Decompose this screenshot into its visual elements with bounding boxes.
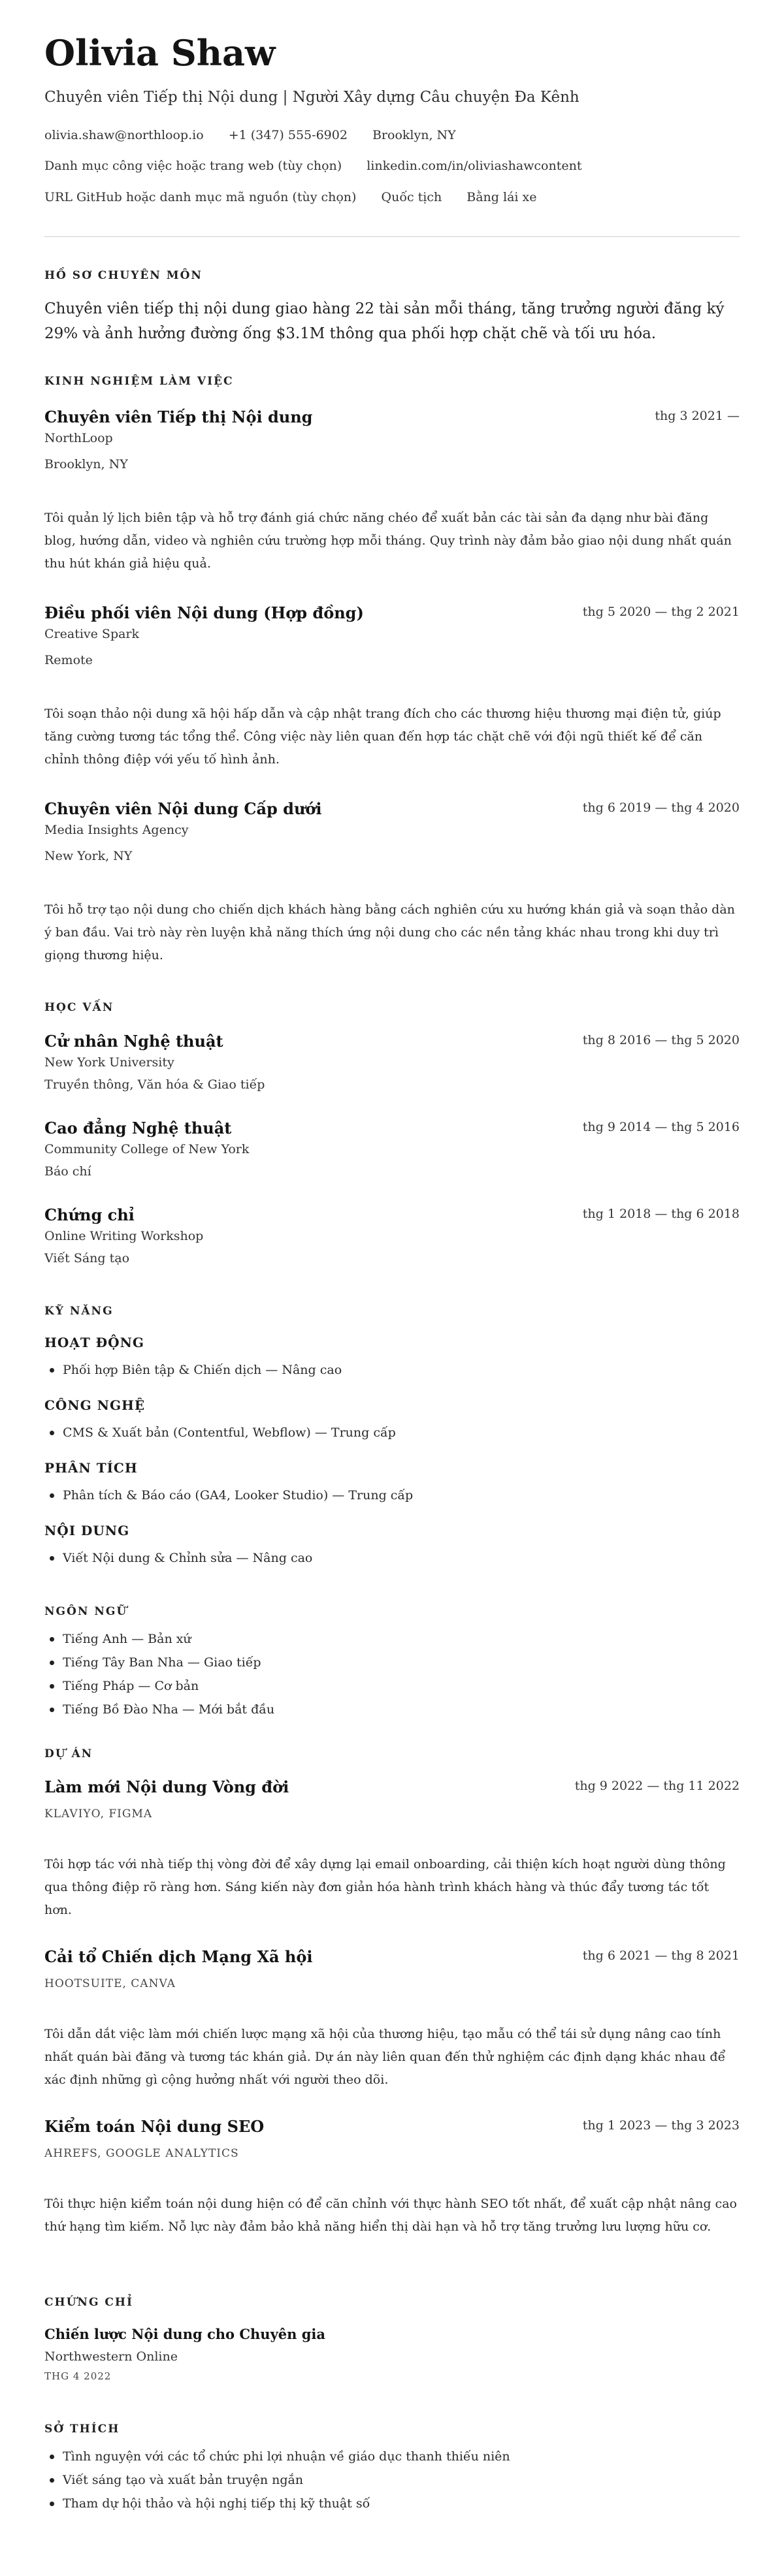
education-degree: Chứng chỉ [44, 1205, 135, 1224]
education-school: Community College of New York [44, 1142, 250, 1156]
certification-issuer: Northwestern Online [44, 2349, 178, 2364]
experience-description: Tôi hỗ trợ tạo nội dung cho chiến dịch khách hàng bằng cách nghiên cứu xu hướng khán giả và soạn thảo dàn ý ban đầu. Vai trò này rèn luyện khả năng thích ứng nội dung cho các nền tảng khác nhau trong khi duy trì giọng thương hiệu. [44, 902, 735, 962]
skill-category: NỘI DUNG [44, 1523, 130, 1538]
experience-role: Điều phối viên Nội dung (Hợp đồng) [44, 603, 364, 622]
profile-summary: Chuyên viên tiếp thị nội dung giao hàng 22 tài sản mỗi tháng, tăng trưởng người đăng ký 29% và ảnh hưởng đường ống $3.1M thông qua phối hợp chặt chẽ và tối ưu hóa. [44, 300, 725, 342]
project-tools: KLAVIYO, FIGMA [44, 1807, 153, 1821]
skill-list [44, 1484, 413, 1507]
education-field: Viết Sáng tạo [44, 1251, 130, 1265]
candidate-name: Olivia Shaw [44, 32, 276, 74]
interest-item: Viết sáng tạo và xuất bản truyện ngắn [44, 2468, 510, 2492]
project-date: thg 9 2022 — thg 11 2022 [574, 1779, 740, 1793]
experience-date: thg 5 2020 — thg 2 2021 [582, 605, 740, 619]
experience-role: Chuyên viên Tiếp thị Nội dung [44, 407, 313, 426]
language-item: Tiếng Pháp — Cơ bản [44, 1674, 274, 1698]
experience-location: Remote [44, 653, 93, 667]
project-description: Tôi hợp tác với nhà tiếp thị vòng đời để xây dựng lại email onboarding, cải thiện kích hoạt người dùng thông qua thông điệp rõ ràng hơn. Sáng kiến này đơn giản hóa hành trình khách hàng và thúc đẩy tương tác tốt hơn. [44, 1857, 726, 1917]
section-title-skills: KỸ NĂNG [44, 1305, 114, 1318]
education-date: thg 8 2016 — thg 5 2020 [582, 1033, 740, 1047]
certification-date: THG 4 2022 [44, 2370, 112, 2382]
project-date: thg 6 2021 — thg 8 2021 [582, 1948, 740, 1963]
contact-license: Bằng lái xe [466, 190, 537, 204]
section-title-projects: DỰ ÁN [44, 1747, 93, 1760]
skill-category: PHÂN TÍCH [44, 1460, 138, 1476]
project-description: Tôi dẫn dắt việc làm mới chiến lược mạng xã hội của thương hiệu, tạo mẫu có thể tái sử dụng nâng cao tính nhất quán bài đăng và tương tác khán giả. Dự án này liên quan đến thử nghiệm các định dạng khác nhau để xác định những gì cộng hưởng nhất với người theo dõi. [44, 2027, 726, 2087]
contact-row-2 [44, 159, 602, 173]
section-title-experience: KINH NGHIỆM LÀM VIỆC [44, 375, 234, 388]
experience-date: thg 6 2019 — thg 4 2020 [582, 801, 740, 815]
experience-date: thg 3 2021 — [655, 409, 740, 423]
header-divider [44, 236, 740, 237]
education-field: Truyền thông, Văn hóa & Giao tiếp [44, 1077, 265, 1092]
section-title-interests: SỞ THÍCH [44, 2423, 120, 2436]
education-school: Online Writing Workshop [44, 1229, 204, 1243]
project-name: Cải tổ Chiến dịch Mạng Xã hội [44, 1947, 313, 1966]
candidate-headline: Chuyên viên Tiếp thị Nội dung | Người Xây dựng Câu chuyện Đa Kênh [44, 89, 580, 106]
skill-item: Viết Nội dung & Chỉnh sửa — Nâng cao [44, 1546, 312, 1570]
contact-linkedin[interactable]: linkedin.com/in/oliviashawcontent [367, 159, 582, 173]
language-list [44, 1627, 274, 1721]
skill-item: Phối hợp Biên tập & Chiến dịch — Nâng cao [44, 1358, 342, 1382]
education-field: Báo chí [44, 1164, 91, 1179]
education-degree: Cao đẳng Nghệ thuật [44, 1119, 232, 1137]
education-school: New York University [44, 1055, 174, 1070]
experience-company: Media Insights Agency [44, 823, 189, 837]
project-description: Tôi thực hiện kiểm toán nội dung hiện có để căn chỉnh với thực hành SEO tốt nhất, để xuất cập nhật nâng cao thứ hạng tìm kiếm. Nỗ lực này đảm bảo khả năng hiển thị dài hạn và hỗ trợ tăng trưởng lưu lượng hữu cơ. [44, 2197, 737, 2234]
contact-nationality: Quốc tịch [381, 190, 442, 204]
interest-item: Tình nguyện với các tổ chức phi lợi nhuận về giáo dục thanh thiếu niên [44, 2445, 510, 2468]
contact-portfolio[interactable]: Danh mục công việc hoặc trang web (tùy chọn) [44, 159, 342, 173]
skill-list [44, 1358, 342, 1382]
project-name: Kiểm toán Nội dung SEO [44, 2117, 265, 2136]
experience-location: New York, NY [44, 849, 133, 863]
interest-list [44, 2445, 510, 2515]
interest-item: Tham dự hội thảo và hội nghị tiếp thị kỹ thuật số [44, 2492, 510, 2515]
section-title-education: HỌC VẤN [44, 1001, 114, 1014]
section-title-languages: NGÔN NGỮ [44, 1605, 128, 1618]
language-item: Tiếng Anh — Bản xứ [44, 1627, 274, 1651]
education-date: thg 1 2018 — thg 6 2018 [582, 1207, 740, 1221]
project-tools: AHREFS, GOOGLE ANALYTICS [44, 2147, 239, 2160]
experience-location: Brooklyn, NY [44, 457, 128, 471]
contact-email[interactable]: olivia.shaw@northloop.io [44, 128, 204, 142]
contact-github[interactable]: URL GitHub hoặc danh mục mã nguồn (tùy chọn) [44, 190, 357, 204]
skill-item: CMS & Xuất bản (Contentful, Webflow) — Trung cấp [44, 1421, 396, 1444]
contact-phone[interactable]: +1 (347) 555-6902 [228, 128, 348, 142]
skill-category: CÔNG NGHỆ [44, 1397, 146, 1413]
education-date: thg 9 2014 — thg 5 2016 [582, 1120, 740, 1134]
section-title-certifications: CHỨNG CHỈ [44, 2296, 133, 2309]
contact-row-1 [44, 128, 477, 142]
project-name: Làm mới Nội dung Vòng đời [44, 1777, 289, 1796]
contact-row-3 [44, 190, 557, 204]
project-date: thg 1 2023 — thg 3 2023 [582, 2118, 740, 2133]
experience-description: Tôi soạn thảo nội dung xã hội hấp dẫn và cập nhật trang đích cho các thương hiệu thương mại điện tử, giúp tăng cường tương tác tổng thể. Công việc này liên quan đến hợp tác chặt chẽ với đội ngũ thiết kế để căn chỉnh thông điệp với yếu tố hình ảnh. [44, 707, 721, 767]
skill-item: Phân tích & Báo cáo (GA4, Looker Studio) — Trung cấp [44, 1484, 413, 1507]
project-tools: HOOTSUITE, CANVA [44, 1977, 176, 1990]
certification-name: Chiến lược Nội dung cho Chuyên gia [44, 2326, 325, 2342]
experience-description: Tôi quản lý lịch biên tập và hỗ trợ đánh giá chức năng chéo để xuất bản các tài sản đa dạng như bài đăng blog, hướng dẫn, video và nghiên cứu trường hợp mỗi tháng. Quy trình này đảm bảo giao nội dung nhất quán thu hút khán giả hiệu quả. [44, 511, 732, 571]
contact-location: Brooklyn, NY [372, 128, 456, 142]
section-title-profile: HỒ SƠ CHUYÊN MÔN [44, 269, 203, 282]
experience-role: Chuyên viên Nội dung Cấp dưới [44, 799, 322, 818]
skill-list [44, 1546, 312, 1570]
experience-company: NorthLoop [44, 431, 113, 445]
education-degree: Cử nhân Nghệ thuật [44, 1032, 223, 1051]
language-item: Tiếng Bồ Đào Nha — Mới bắt đầu [44, 1698, 274, 1721]
experience-company: Creative Spark [44, 627, 140, 641]
skill-category: HOẠT ĐỘNG [44, 1335, 144, 1350]
language-item: Tiếng Tây Ban Nha — Giao tiếp [44, 1651, 274, 1674]
skill-list [44, 1421, 396, 1444]
